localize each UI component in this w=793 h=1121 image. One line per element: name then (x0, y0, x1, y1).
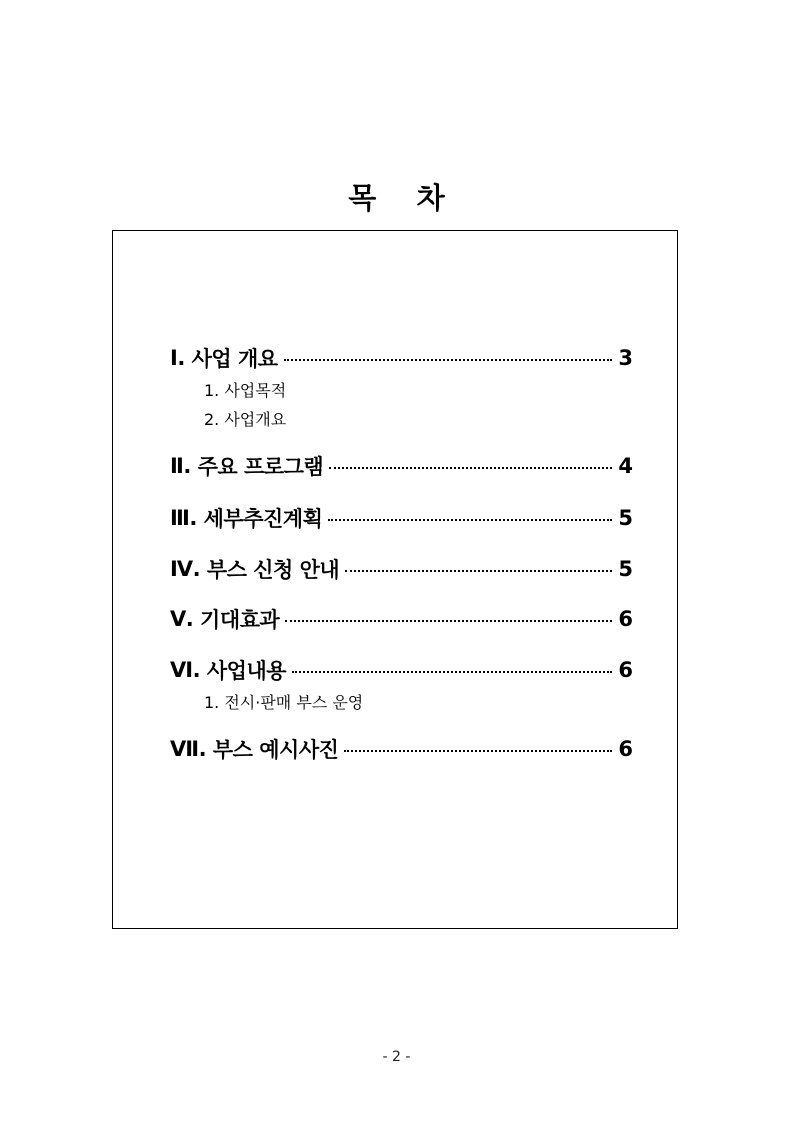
toc-entry-numeral: Ⅰ. (170, 346, 192, 370)
toc-entry-label: 세부추진계획 (203, 507, 323, 531)
toc-entry-label: 사업 개요 (191, 347, 278, 371)
toc-entry-7[interactable] (170, 735, 633, 763)
toc-entry-4[interactable] (170, 555, 633, 583)
toc-entry-5[interactable] (170, 605, 633, 633)
toc-leader-dots (292, 671, 612, 673)
toc-leader-dots (328, 519, 612, 521)
document-title: 목 차 (348, 181, 445, 215)
toc-entry-label: 기대효과 (200, 608, 280, 632)
toc-entry-page: 5 (618, 506, 633, 530)
toc-entry-2[interactable] (170, 452, 633, 480)
toc-subentry-6-1[interactable]: 1. 전시·판매 부스 운영 (204, 692, 364, 712)
toc-entry-1[interactable] (170, 344, 633, 372)
toc-entry-page: 6 (618, 737, 633, 761)
toc-entry-3[interactable] (170, 504, 633, 532)
toc-entry-6[interactable] (170, 656, 633, 684)
toc-leader-dots (284, 359, 613, 361)
toc-entry-page: 3 (618, 346, 633, 370)
toc-entry-label: 부스 신청 안내 (206, 558, 340, 582)
toc-leader-dots (329, 467, 612, 469)
toc-entry-label: 부스 예시사진 (212, 738, 339, 762)
toc-entry-page: 6 (618, 607, 633, 631)
toc-entry-page: 5 (618, 557, 633, 581)
toc-entry-numeral: Ⅱ. (170, 454, 198, 478)
toc-leader-dots (285, 620, 612, 622)
toc-entry-numeral: Ⅴ. (170, 607, 201, 631)
toc-entry-numeral: Ⅳ. (170, 557, 207, 581)
toc-entry-label: 주요 프로그램 (197, 455, 324, 479)
page-number-footer: - 2 - (382, 1049, 411, 1065)
toc-entry-label: 사업내용 (206, 659, 287, 683)
toc-subentry-1-2[interactable]: 2. 사업개요 (204, 409, 287, 429)
toc-leader-dots (345, 570, 612, 572)
toc-leader-dots (344, 750, 612, 752)
toc-entry-page: 6 (618, 658, 633, 682)
toc-entry-numeral: Ⅶ. (170, 737, 213, 761)
toc-entry-page: 4 (618, 454, 633, 478)
toc-entry-numeral: Ⅵ. (170, 658, 207, 682)
toc-subentry-1-1[interactable]: 1. 사업목적 (204, 380, 287, 400)
toc-entry-numeral: Ⅲ. (170, 506, 204, 530)
